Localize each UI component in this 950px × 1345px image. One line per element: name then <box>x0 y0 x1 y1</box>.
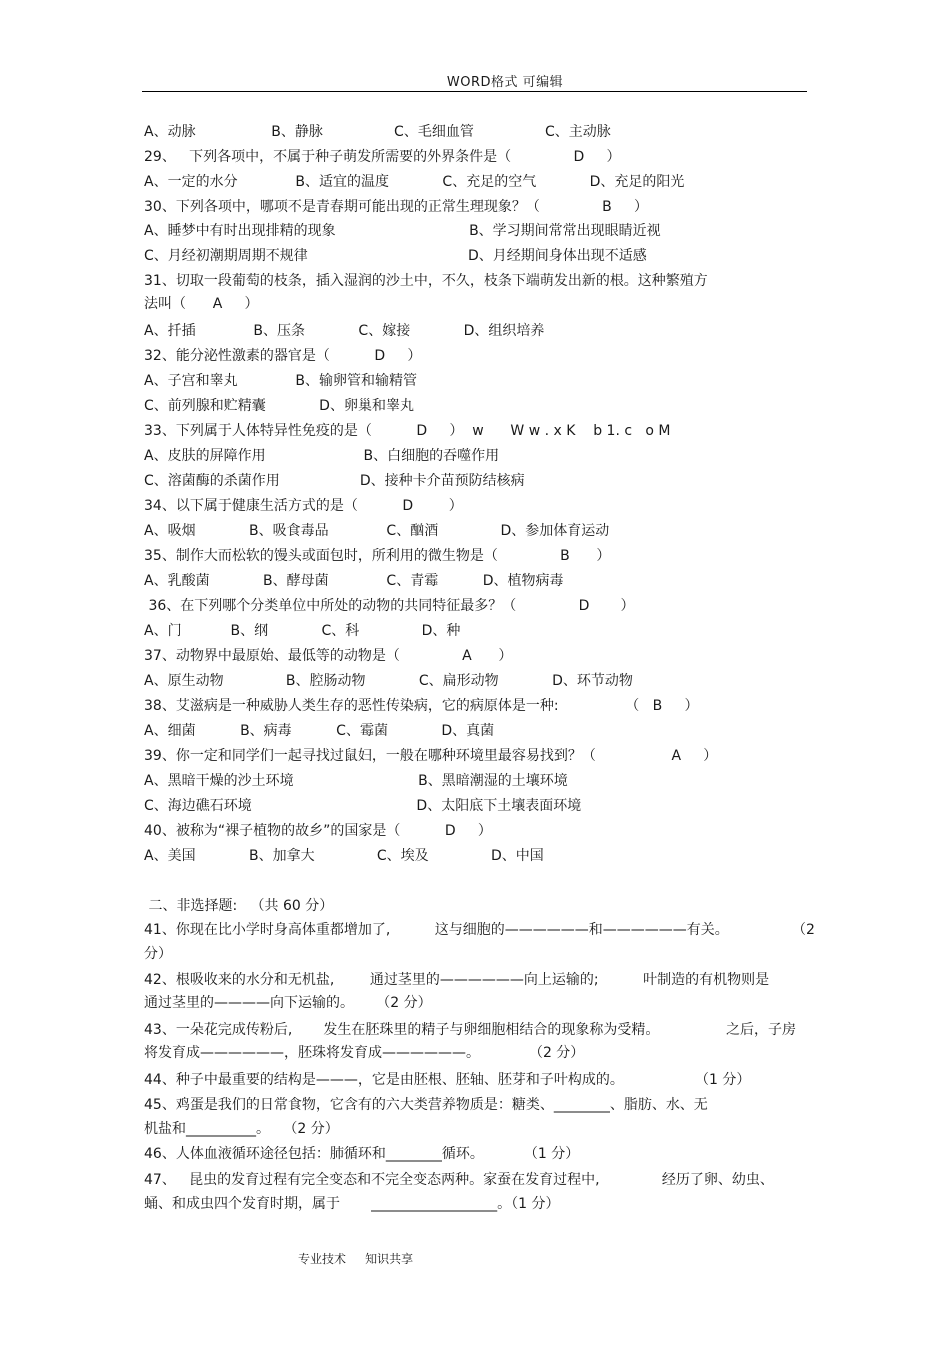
text-line: A、扦插 B、压条 C、嫁接 D、组织培养 <box>144 323 545 339</box>
text-line: 43、一朵花完成传粉后, 发生在胚珠里的精子与卵细胞相结合的现象称为受精。 <box>144 1022 660 1038</box>
text-line: 机盐和__________。 （2 分） <box>144 1121 339 1137</box>
text-line: A、原生动物 B、腔肠动物 C、扁形动物 D、环节动物 <box>144 673 633 689</box>
text-line: A、乳酸菌 B、酵母菌 C、青霉 D、植物病毒 <box>144 573 564 589</box>
text-line: 31、切取一段葡萄的枝条，插入湿润的沙土中，不久，枝条下端萌发出新的根。这种繁殖方 <box>144 273 708 289</box>
text-line: 分） <box>144 946 172 962</box>
text-line: 46、人体血液循环途径包括：肺循环和________循环。 （1 分） <box>144 1146 580 1162</box>
text-line: 40、被称为“裸子植物的故乡”的国家是（ D ） <box>144 823 492 839</box>
text-line: A、一定的水分 B、适宜的温度 C、充足的空气 D、充足的阳光 <box>144 174 685 190</box>
text-line: 45、鸡蛋是我们的日常食物，它含有的六大类营养物质是：糖类、________、脂肪、水、无 <box>144 1097 708 1113</box>
text-line: 36、在下列哪个分类单位中所处的动物的共同特征最多？（ D ） <box>144 598 635 614</box>
text-line: C、海边礁石环境 D、太阳底下土壤表面环境 <box>144 798 582 814</box>
text-line: 二、非选择题: （共 60 分） <box>144 898 334 914</box>
text-line: A、动脉 B、静脉 C、毛细血管 C、主动脉 <box>144 124 611 140</box>
text-line: 法叫（ A ） <box>144 296 259 312</box>
text-line: 将发育成——————，胚珠将发育成——————。 （2 分） <box>144 1045 585 1061</box>
text-line: 44、种子中最重要的结构是———，它是由胚根、胚轴、胚芽和子叶构成的。 （1 分） <box>144 1072 751 1088</box>
text-line: 35、制作大而松软的馒头或面包时，所利用的微生物是（ B ） <box>144 548 611 564</box>
text-line: 34、以下属于健康生活方式的是（ D ） <box>144 498 463 514</box>
text-line: A、子宫和睾丸 B、输卵管和输精管 <box>144 373 418 389</box>
text-line: A、皮肤的屏障作用 B、白细胞的吞噬作用 <box>144 448 500 464</box>
text-line: A、门 B、纲 C、科 D、种 <box>144 623 461 639</box>
text-line: A、黑暗干燥的沙土环境 B、黑暗潮湿的土壤环境 <box>144 773 568 789</box>
page-header: WORD格式 可编辑 <box>446 75 564 90</box>
text-line: 39、你一定和同学们一起寻找过鼠妇，一般在哪种环境里最容易找到？（ A ） <box>144 748 718 764</box>
header-divider <box>142 91 807 92</box>
text-line: 37、动物界中最原始、最低等的动物是（ A ） <box>144 648 513 664</box>
text-line: 29、 下列各项中，不属于种子萌发所需要的外界条件是（ D ） <box>144 149 621 165</box>
text-line: 47、 昆虫的发育过程有完全变态和不完全变态两种。家蚕在发育过程中, 经历了卵、幼虫、 <box>144 1172 774 1188</box>
text-line: A、细菌 B、病毒 C、霉菌 D、真菌 <box>144 723 495 739</box>
text-line: A、睡梦中有时出现排精的现象 B、学习期间常常出现眼睛近视 <box>144 223 661 239</box>
q43-tail-text: 之后，子房 <box>726 1022 796 1038</box>
text-line: C、月经初潮期周期不规律 D、月经期间身体出现不适感 <box>144 248 647 264</box>
text-line: 30、下列各项中，哪项不是青春期可能出现的正常生理现象？（ B ） <box>144 199 648 215</box>
text-line: C、溶菌酶的杀菌作用 D、接种卡介苗预防结核病 <box>144 473 525 489</box>
text-line: 蛹、和成虫四个发育时期，属于 __________________。（1 分） <box>144 1196 560 1212</box>
text-line: 38、艾滋病是一种威胁人类生存的恶性传染病，它的病原体是一种: （ B ） <box>144 698 699 714</box>
text-line: A、吸烟 B、吸食毒品 C、酗酒 D、参加体育运动 <box>144 523 610 539</box>
text-line: A、美国 B、加拿大 C、埃及 D、中国 <box>144 848 544 864</box>
page-footer: 专业技术 知识共享 <box>298 1252 414 1266</box>
text-line: 41、你现在比小学时身高体重都增加了, 这与细胞的——————和——————有关。 <box>144 922 729 938</box>
text-line: C、前列腺和贮精囊 D、卵巢和睾丸 <box>144 398 414 414</box>
text-line: 32、能分泌性激素的器官是（ D ） <box>144 348 422 364</box>
text-line: 42、根吸收来的水分和无机盐, 通过茎里的——————向上运输的; 叶制造的有机物则是 <box>144 972 770 988</box>
q41-score-text: （2 <box>792 922 815 938</box>
text-line: 33、下列属于人体特异性免疫的是（ D ） w W w . x K b 1. c o M <box>144 423 671 439</box>
text-line: 通过茎里的————向下运输的。 （2 分） <box>144 995 432 1011</box>
